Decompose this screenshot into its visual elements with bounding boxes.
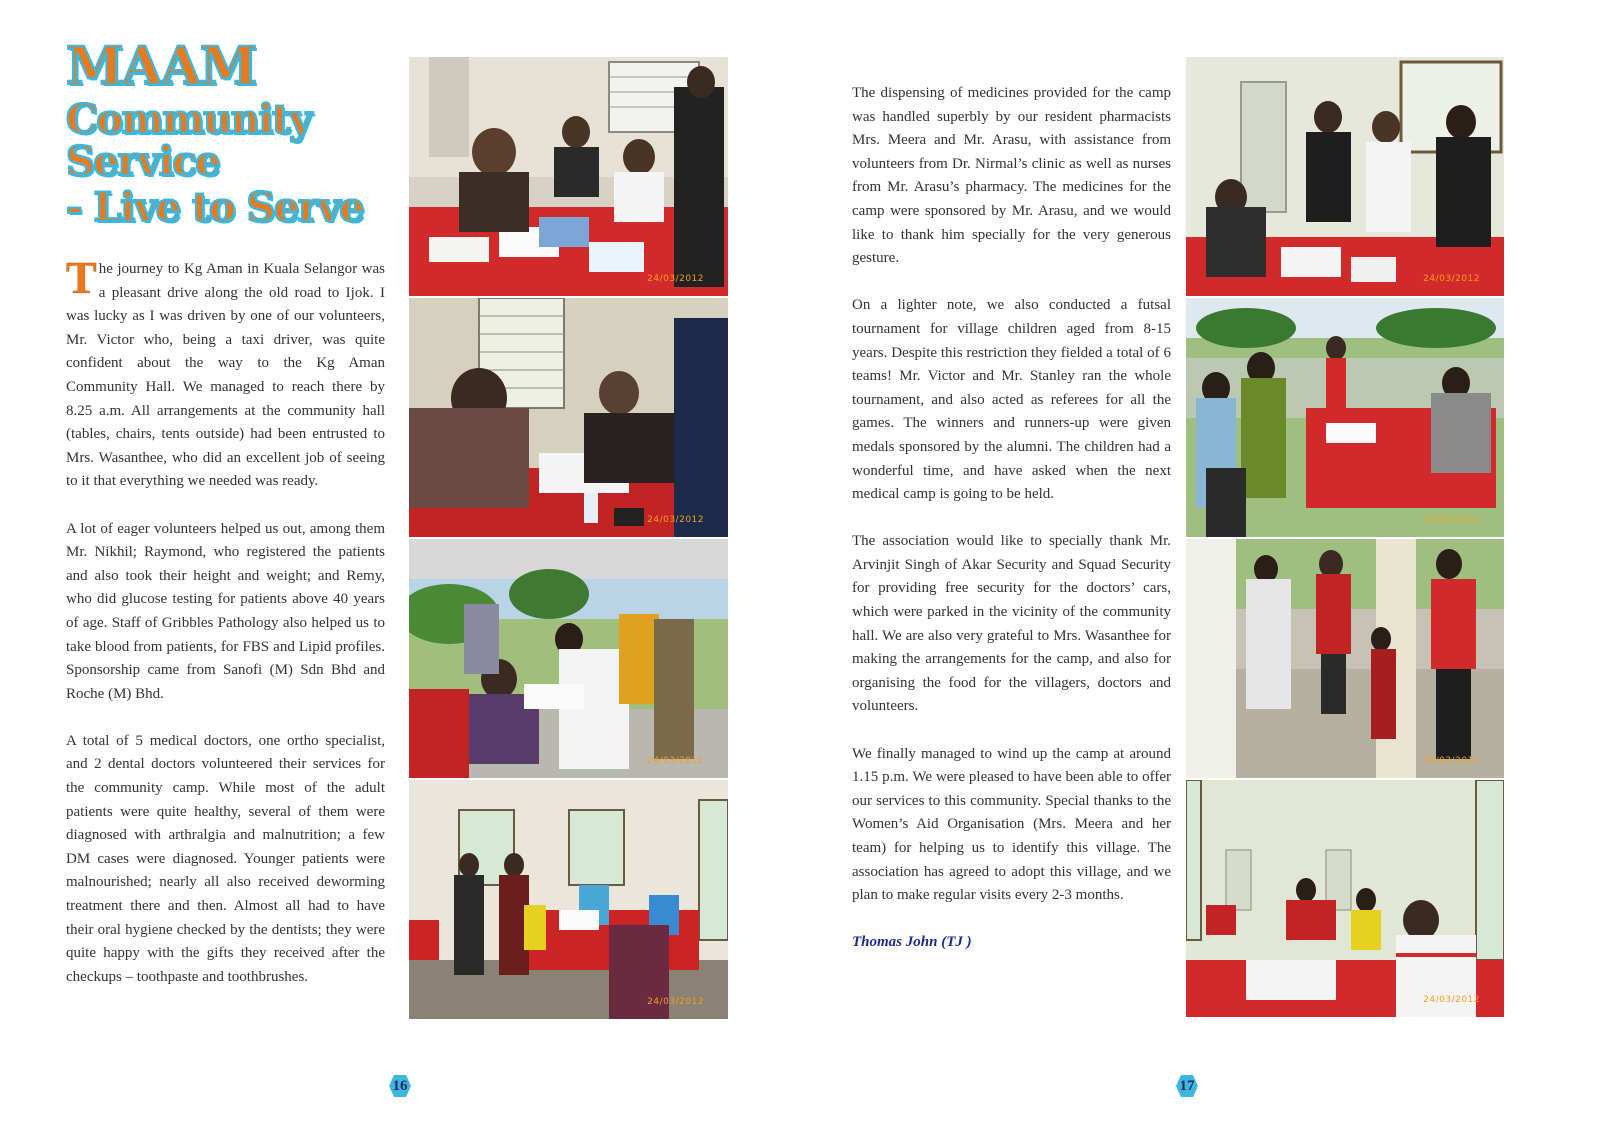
photo-busy-hall [1186,780,1504,1017]
photo-outdoor-tent [409,539,728,778]
date-stamp: 24/03/2012 [1423,756,1480,766]
photo-hall-interior [409,780,728,1019]
page-number-right: 17 [1175,1074,1199,1098]
title-line-1: MAAM [66,36,256,97]
article-title [66,36,406,231]
photo-pharmacists [1186,57,1504,296]
date-stamp: 24/03/2012 [647,997,704,1007]
date-stamp: 24/03/2012 [647,274,704,284]
right-page [800,0,1600,1136]
paragraph: On a lighter note, we also conducted a futsal tournament for village children aged from 8-15 years. Despite this restriction they fielded a total of 6 teams! Mr. Victor and Mr. Stanley ran the whole tournament, and also acted as referees for all the games. The winners and runners-up were given medals sponsored by the alumni. The children had a wonderful time, and have asked when the next medical camp is going to be held. [852,297,1171,503]
page-number-left: 16 [388,1074,412,1098]
photo-patient-queue [1186,539,1504,778]
title-line-2: Community Service [66,95,311,185]
drop-cap: T [66,252,97,303]
date-stamp: 24/03/2012 [1423,274,1480,284]
photo-children-registration [1186,298,1504,537]
photo-patient-examination [409,298,728,537]
date-stamp: 24/03/2012 [647,756,704,766]
paragraph-text: he journey to Kg Aman in Kuala Selangor was a pleasant drive along the old road to Ijok. I was lucky as I was driven by one of our volunteers, Mr. Victor who, being a taxi driver, was quite confident about the way to the Kg Aman Community Hall. We managed to reach there by 8.25 a.m. All arrangements at the community hall (tables, chairs, tents outside) had been entrusted to Mrs. Wasanthee, who did an excellent job of seeing to it that everything we needed was ready. [66,261,385,490]
title-line-3: - Live to Serve [66,183,364,231]
date-stamp: 24/03/2012 [1423,995,1480,1005]
author-signature: Thomas John (TJ ) [852,934,972,951]
right-text-column [852,82,1171,955]
paragraph: The association would like to specially thank Mr. Arvinjit Singh of Akar Security and Squad Security for providing free security for the doctors’ cars, which were parked in the vicinity of the community hall. We are also very grateful to Mrs. Wasanthee for making the arrangements for the camp, and also for organising the food for the villagers, doctors and volunteers. [852,533,1171,715]
left-text-column [66,252,385,1013]
paragraph: A lot of eager volunteers helped us out, among them Mr. Nikhil; Raymond, who registered the patients and also took their height and weight; and Remy, who did glucose testing for patients above 40 years of age. Staff of Gribbles Pathology also helped us to take blood from patients, for FBS and Lipid profiles. Sponsorship came from Sanofi (M) Sdn Bhd and Roche (M) Bhd. [66,520,385,702]
paragraph: We finally managed to wind up the camp at around 1.15 p.m. We were pleased to have been able to offer our services to this community. Special thanks to the Women’s Aid Organisation (Mrs. Meera and her team) for helping us to identify this village. The association has agreed to adopt this village, and we plan to make regular visits every 2-3 months. [852,745,1171,904]
paragraph: A total of 5 medical doctors, one ortho specialist, and 2 dental doctors volunteered their services for the community camp. While most of the adult patients were quite healthy, several of them were diagnosed with arthralgia and malnutrition; a few DM cases were diagnosed. Younger patients were malnourished; nearly all also received deworming treatment there and then. Almost all had to have their oral hygiene checked by the dentists; they were quite happy with the gifts they received after the checkups – toothpaste and toothbrushes. [66,732,385,985]
date-stamp: 24/03/2012 [647,515,704,525]
date-stamp: 24/03/2012 [1423,515,1480,525]
paragraph: The dispensing of medicines provided for the camp was handled superbly by our resident pharmacists Mrs. Meera and Mr. Arasu, with assistance from volunteers from Dr. Nirmal’s clinic as well as nurses from Mr. Arasu’s pharmacy. The medicines for the camp were sponsored by Mr. Arasu, and we would like to thank him specially for the very generous gesture. [852,85,1171,267]
paragraph [66,252,385,494]
photo-doctor-consultation [409,57,728,296]
